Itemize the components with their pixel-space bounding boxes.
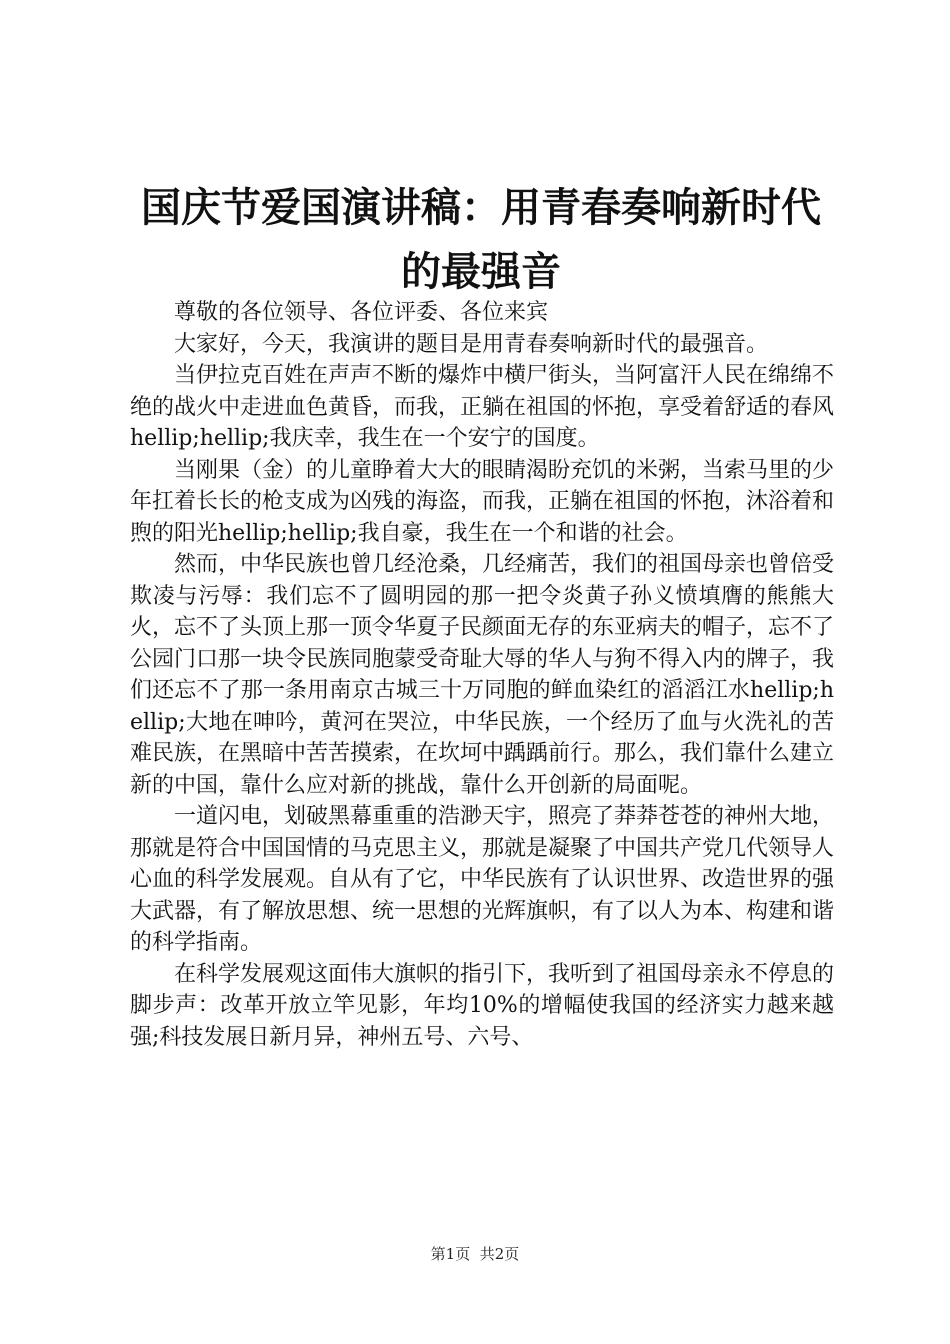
paragraph-development: 一道闪电，划破黑幕重重的浩渺天宇，照亮了莽莽苍苍的神州大地，那就是符合中国国情的马克思主义，那就是凝聚了中国共产党几代领导人心血的科学发展观。自从有了它，中华民族有了认识世界、改造世界的强大武器，有了解放思想、统一思想的光辉旗帜，有了以人为本、构建和谐的科学指南。 bbox=[130, 804, 835, 955]
page-total: 共2页 bbox=[479, 1245, 520, 1263]
paragraph-salutation: 尊敬的各位领导、各位评委、各位来宾 bbox=[174, 300, 549, 325]
document-body bbox=[130, 297, 834, 1053]
page-footer bbox=[0, 1244, 950, 1264]
paragraph-greeting: 大家好，今天，我演讲的题目是用青春奏响新时代的最强音。 bbox=[174, 331, 769, 357]
paragraph-peace: 当伊拉克百姓在声声不断的爆炸中横尸街头，当阿富汗人民在绵绵不绝的战火中走进血色黄昏，而我，正躺在祖国的怀抱，享受着舒适的春风hellip;hellip;我庆幸，我生在一个安宁的国度。 bbox=[130, 363, 835, 451]
paragraph-history: 然而，中华民族也曾几经沧桑，几经痛苦，我们的祖国母亲也曾倍受欺凌与污辱：我们忘不了圆明园的那一把令炎黄子孙义愤填膺的熊熊大火，忘不了头顶上那一顶令华夏子民颜面无存的东亚病夫的帽子，忘不了公园门口那一块令民族同胞蒙受奇耻大辱的华人与狗不得入内的牌子，我们还忘不了那一条用南京古城三十万同胞的鲜血染红的滔滔江水hellip;hellip;大地在呻吟，黄河在哭泣，中华民族，一个经历了血与火洗礼的苦难民族，在黑暗中苦苦摸索，在坎坷中踽踽前行。那么，我们靠什么建立新的中国，靠什么应对新的挑战，靠什么开创新的局面呢。 bbox=[130, 552, 835, 798]
paragraph-progress: 在科学发展观这面伟大旗帜的指引下，我听到了祖国母亲永不停息的脚步声：改革开放立竿见影，年均10%的增幅使我国的经济实力越来越强;科技发展日新月异，神州五号、六号、 bbox=[130, 961, 835, 1050]
document-title: 国庆节爱国演讲稿：用青春奏响新时代的最强音 bbox=[141, 184, 821, 295]
paragraph-harmony: 当刚果（金）的儿童睁着大大的眼睛渴盼充饥的米粥，当索马里的少年扛着长长的枪支成为凶残的海盗，而我，正躺在祖国的怀抱，沐浴着和煦的阳光hellip;hellip;我自豪，我生在一个和谐的社会。 bbox=[130, 457, 835, 546]
page-number: 第1页 bbox=[430, 1245, 471, 1263]
